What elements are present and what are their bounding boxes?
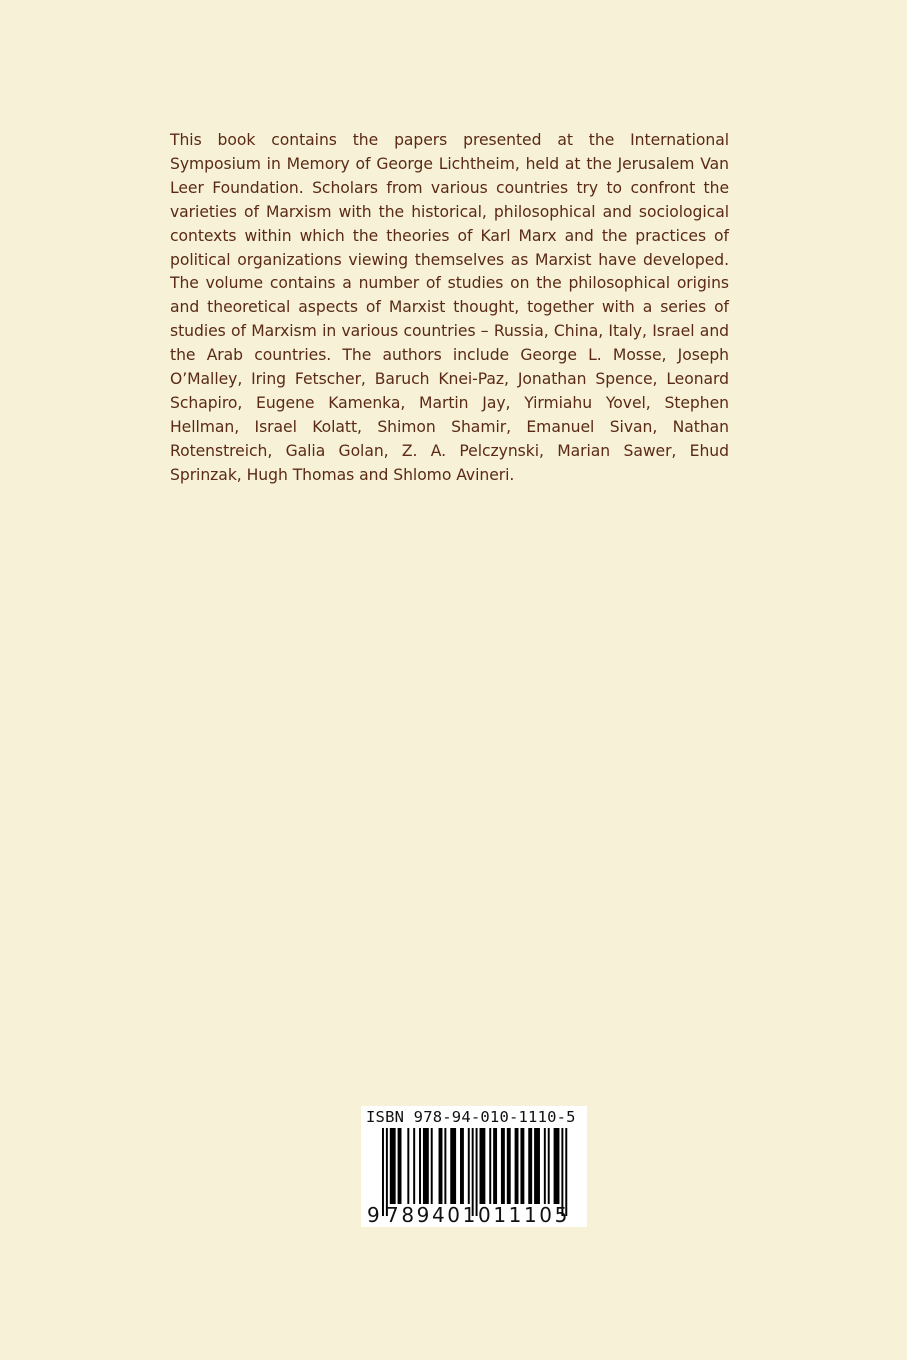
ean-right-digits: 011105 <box>478 1203 570 1227</box>
barcode-bar <box>419 1128 421 1204</box>
isbn-label: ISBN 978-94-010-1110-5 <box>366 1108 576 1126</box>
isbn-barcode <box>361 1106 587 1227</box>
barcode-bar <box>480 1128 486 1204</box>
ean-left-digits: 789401 <box>386 1203 478 1227</box>
barcode-bar <box>413 1128 415 1204</box>
barcode-bar <box>407 1128 409 1204</box>
barcode-bar <box>501 1128 505 1204</box>
barcode-bar <box>460 1128 464 1204</box>
barcode-bar <box>493 1128 497 1204</box>
barcode-bar <box>528 1128 532 1204</box>
barcode-bar <box>534 1128 540 1204</box>
barcode-bar <box>520 1128 524 1204</box>
barcode-bar <box>450 1128 456 1204</box>
barcode-bar <box>439 1128 443 1204</box>
barcode-bar <box>489 1128 491 1204</box>
barcode-bar <box>398 1128 402 1204</box>
barcode-bar <box>423 1128 429 1204</box>
barcode-bar <box>382 1128 384 1216</box>
barcode-bar <box>390 1128 396 1204</box>
barcode-bar <box>544 1128 546 1204</box>
barcode-bar <box>548 1128 550 1204</box>
back-cover-description: This book contains the papers presented at the International Symposium in Memory of George Lichtheim, held at the Jerusalem Van Leer Foundation. Scholars from various countries try to confront the varieties of Marxism with the historical, philosophical and sociological contexts within which the theories of Karl Marx and the practices of political organizations viewing themselves as Marxist have developed. The volume contains a number of studies on the philosophical origins and theoretical aspects of Marxist thought, together with a series of studies of Marxism in various countries – Russia, China, Italy, Israel and the Arab countries. The authors include George L. Mosse, Joseph O’Malley, Iring Fetscher, Baruch Knei-Paz, Jonathan Spence, Leonard Schapiro, Eugene Kamenka, Martin Jay, Yirmiahu Yovel, Stephen Hellman, Israel Kolatt, Shimon Shamir, Emanuel Sivan, Nathan Rotenstreich, Galia Golan, Z. A. Pelczynski, Marian Sawer, Ehud Sprinzak, Hugh Thomas and Shlomo Avineri. <box>170 131 729 484</box>
barcode-bar <box>468 1128 470 1204</box>
barcode-bar <box>431 1128 433 1204</box>
barcode-bar <box>507 1128 511 1204</box>
barcode-bar <box>515 1128 519 1204</box>
barcode-bar <box>444 1128 446 1204</box>
ean-first-digit: 9 <box>367 1203 380 1227</box>
barcode-bar <box>554 1128 560 1204</box>
